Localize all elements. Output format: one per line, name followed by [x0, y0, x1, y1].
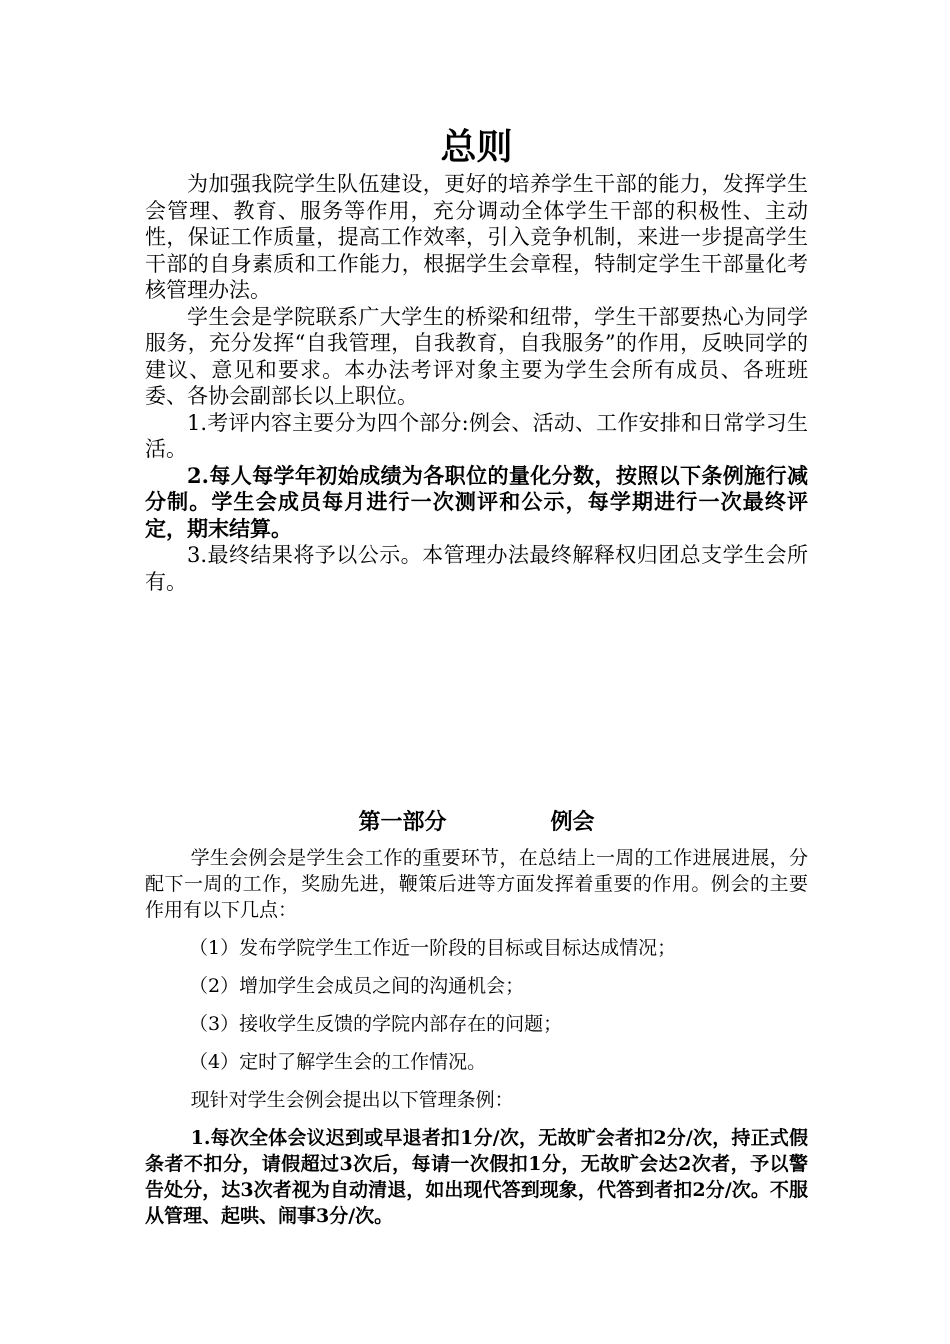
intro-paragraph-5: 3.最终结果将予以公示。本管理办法最终解释权归团总支学生会所有。 — [145, 543, 808, 594]
page-title: 总则 — [440, 127, 513, 168]
list-item: （4）定时了解学生会的工作情况。 — [189, 1051, 487, 1073]
list-item: （1）发布学院学生工作近一阶段的目标或目标达成情况； — [189, 937, 677, 959]
intro-paragraph-4: 2.每人每学年初始成绩为各职位的量化分数，按照以下条例施行减分制。学生会成员每月进行一次测评和公示，每学期进行一次最终评定，期末结算。 — [145, 462, 808, 541]
part1-rule-1: 1.每次全体会议迟到或早退者扣1分/次，无故旷会者扣2分/次，持正式假条者不扣分，请假超过3次后，每请一次假扣1分，无故旷会达2次者，予以警告处分，达3次者视为自动清退，如出现代答到现象，代答到者扣2分/次。不服从管理、起哄、闹事3分/次。 — [145, 1127, 808, 1227]
part1-item-list — [145, 935, 808, 1075]
part1-lead: 现针对学生会例会提出以下管理条例： — [190, 1089, 514, 1111]
list-item: （2）增加学生会成员之间的沟通机会； — [189, 975, 525, 997]
intro-paragraph-1: 为加强我院学生队伍建设，更好的培养学生干部的能力，发挥学生会管理、教育、服务等作用，充分调动全体学生干部的积极性、主动性，保证工作质量，提高工作效率，引入竞争机制，来进一步提高学生干部的自身素质和工作能力，根据学生会章程，特制定学生干部量化考核管理办法。 — [145, 172, 808, 302]
intro-paragraph-3: 1.考评内容主要分为四个部分:例会、活动、工作安排和日常学习生活。 — [145, 410, 808, 461]
list-item: （3）接收学生反馈的学院内部存在的问题； — [189, 1013, 563, 1035]
general-provisions-section — [145, 171, 808, 595]
part1-heading-title: 例会 — [550, 809, 595, 835]
part1-section — [145, 845, 808, 1229]
part1-heading-number: 第一部分 — [358, 809, 447, 835]
intro-paragraph-2: 学生会是学院联系广大学生的桥梁和纽带，学生干部要热心为同学服务，充分发挥“自我管理，自我教育，自我服务”的作用，反映同学的建议、意见和要求。本办法考评对象主要为学生会所有成员、各班班委、各协会副部长以上职位。 — [145, 304, 808, 408]
part1-intro: 学生会例会是学生会工作的重要环节，在总结上一周的工作进展进展，分配下一周的工作，奖励先进，鞭策后进等方面发挥着重要的作用。例会的主要作用有以下几点： — [145, 847, 808, 921]
part1-heading — [145, 806, 808, 838]
